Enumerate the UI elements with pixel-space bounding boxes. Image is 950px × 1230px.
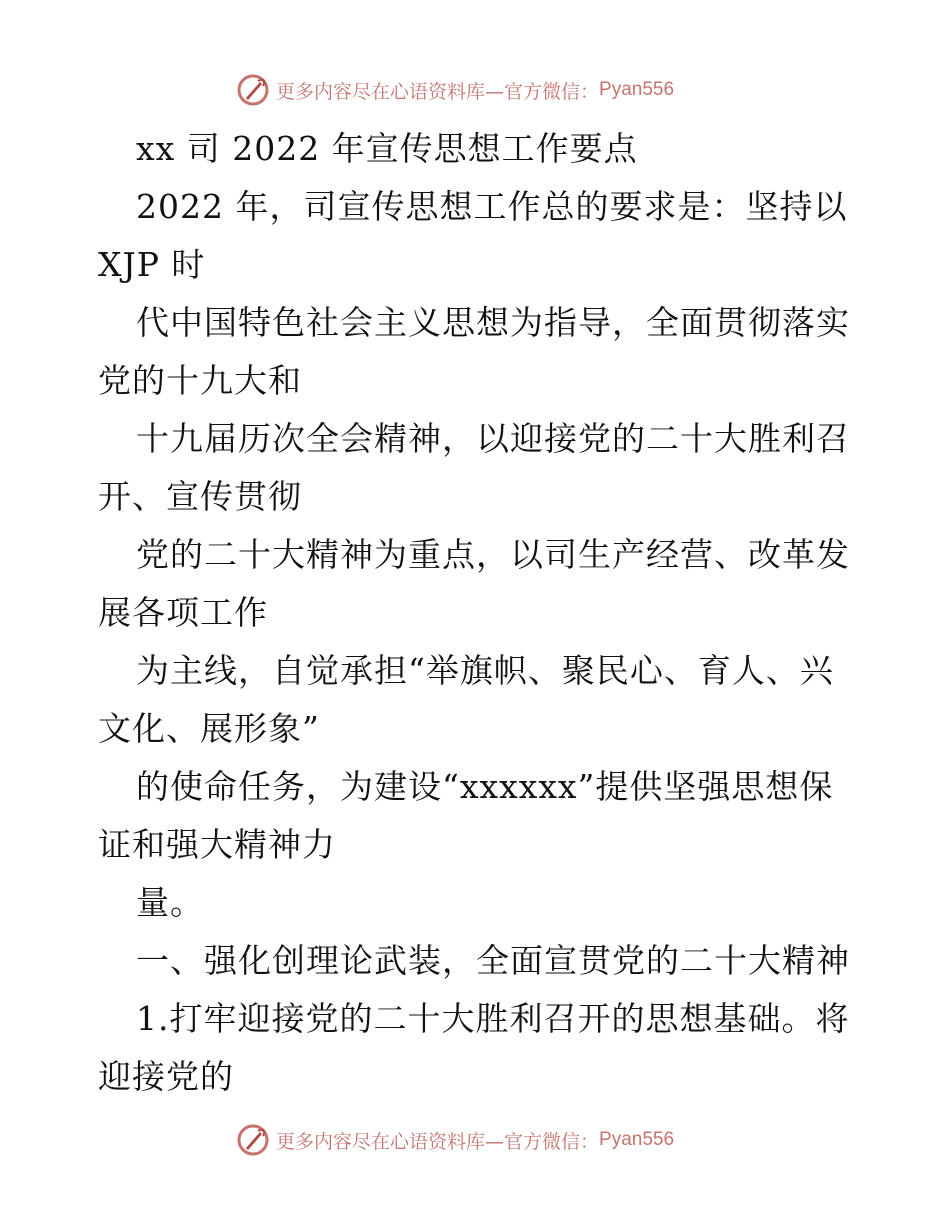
document-line: xx 司 2022 年宣传思想工作要点 xyxy=(136,129,638,168)
document-line: 证和强大精神力 xyxy=(98,825,336,864)
quill-logo-icon xyxy=(236,73,270,107)
document-line: 文化、展形象” xyxy=(98,709,320,748)
document-line: 2022 年，司宣传思想工作总的要求是：坚持以 xyxy=(136,187,848,226)
document-line: 的使命任务，为建设“xxxxxx”提供坚强思想保 xyxy=(136,767,834,806)
document-line: 党的二十大精神为重点，以司生产经营、改革发 xyxy=(136,535,850,574)
watermark-text: 更多内容尽在心语资料库—官方微信： xyxy=(276,1130,600,1153)
document-line: XJP 时 xyxy=(98,245,206,284)
document-body xyxy=(98,120,858,1106)
watermark-banner-top xyxy=(236,70,716,110)
document-line: 一、强化创理论武装，全面宣贯党的二十大精神 xyxy=(136,941,850,980)
watermark-text: 更多内容尽在心语资料库—官方微信： xyxy=(276,80,600,103)
watermark-wechat-id: Pyan556 xyxy=(599,79,675,100)
document-line: 展各项工作 xyxy=(98,593,268,632)
document-line: 党的十九大和 xyxy=(98,361,302,400)
document-line: 1.打牢迎接党的二十大胜利召开的思想基础。将 xyxy=(136,999,850,1038)
document-line: 迎接党的 xyxy=(98,1057,234,1096)
document-line: 开、宣传贯彻 xyxy=(98,477,302,516)
quill-logo-icon xyxy=(236,1123,270,1157)
document-line: 代中国特色社会主义思想为指导，全面贯彻落实 xyxy=(136,303,850,342)
document-line: 为主线，自觉承担“举旗帜、聚民心、育人、兴 xyxy=(136,651,834,690)
document-line: 十九届历次全会精神，以迎接党的二十大胜利召 xyxy=(136,419,850,458)
watermark-banner-bottom xyxy=(236,1120,716,1160)
watermark-wechat-id: Pyan556 xyxy=(599,1129,675,1150)
document-line: 量。 xyxy=(136,883,204,922)
